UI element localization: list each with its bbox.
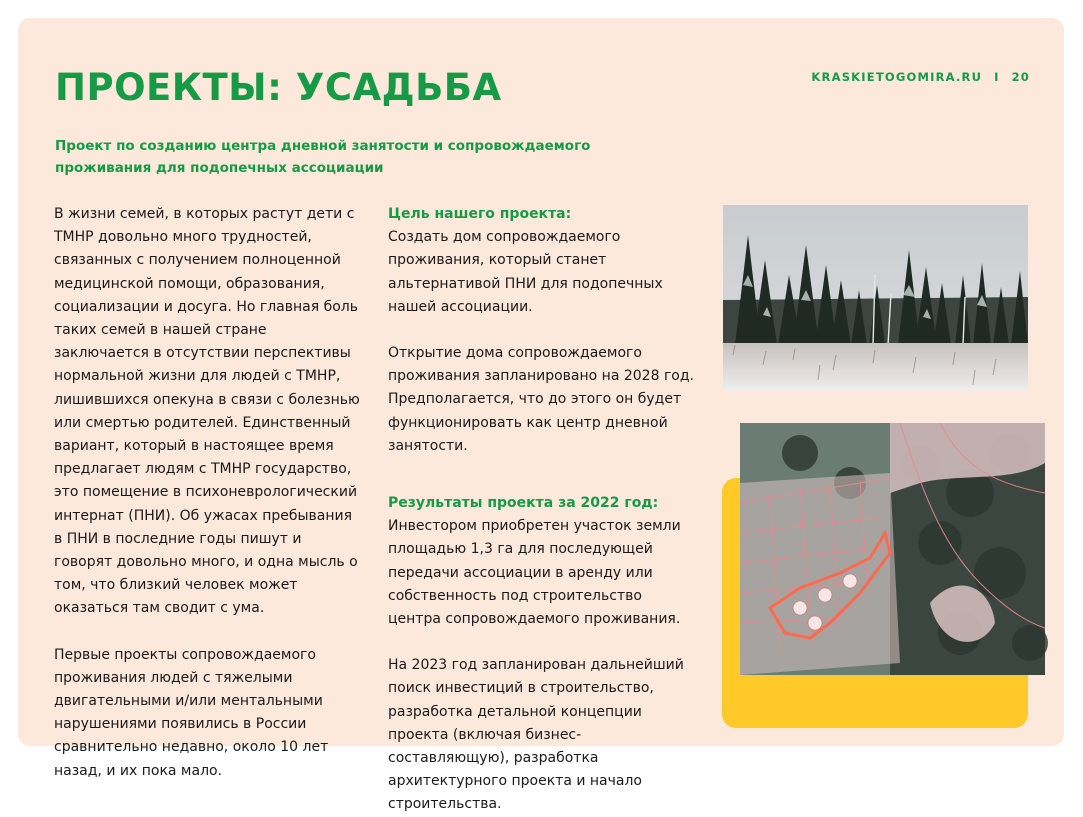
intro-paragraph: В жизни семей, в которых растут дети с ТМНР довольно много трудностей, связанных с получением полноценной медицинской помощи, образования, социализации и досуга. Но главная боль таких семей в нашей стране заключается в отсутствии перспективы нормальной жизни для людей с ТМНР, лишившихся опекуна в связи с болезнью или смертью родителей. Единственный вариант, который в настоящее время предлагает людям с ТМНР государство, это помещение в психоневрологический интернат (ПНИ). Об ужасах пребывания в ПНИ в последние годы пишут и говорят довольно много, и одна мысль о том, что близкий человек может оказаться там сводит с ума. [54,206,360,617]
land-plot-map-image [740,423,1045,675]
winter-forest-photo [723,205,1028,391]
goal-text: Создать дом сопровождаемого проживания, который станет альтернативой ПНИ для подопечных нашей ассоциации. [388,229,663,315]
opening-text: Открытие дома сопровождаемого проживания запланировано на 2028 год. Предполагается, что до этого он будет функционировать как центр дневной занятости. [388,345,694,454]
paragraph-spacer [388,631,698,654]
page-title: ПРОЕКТЫ: УСАДЬБА [55,66,502,109]
history-paragraph: Первые проекты сопровождаемого проживания людей с тяжелыми двигательными и/или ментальными нарушениями появились в России сравнительно недавно, около 10 лет назад, и их пока мало. [54,646,329,779]
left-column [54,203,364,783]
page [18,18,1064,813]
goal-heading: Цель нашего проекта: [388,206,572,222]
paragraph-spacer [388,319,698,342]
paragraph-spacer [54,621,364,644]
project-subtitle: Проект по созданию центра дневной занятости и сопровождаемого проживания для подопечных ассоциации [55,138,591,176]
page-header-meta [811,70,1030,84]
middle-column [388,203,698,817]
site-link[interactable]: KRASKIETOGOMIRA.RU [811,70,983,84]
header-separator: I [994,70,1000,84]
page-number: 20 [1011,70,1030,84]
plans-text: На 2023 год запланирован дальнейший поиск инвестиций в строительство, разработка детальной концепции проекта (включая бизнес-составляющую), разработка архитектурного проекта и начало строительства. [388,657,684,813]
results-heading: Результаты проекта за 2022 год: [388,495,659,512]
section-spacer [388,458,698,492]
results-text: Инвестором приобретен участок земли площадью 1,3 га для последующей передачи ассоциации в аренду или собственность под строительство центра сопровождаемого проживания. [388,518,681,628]
